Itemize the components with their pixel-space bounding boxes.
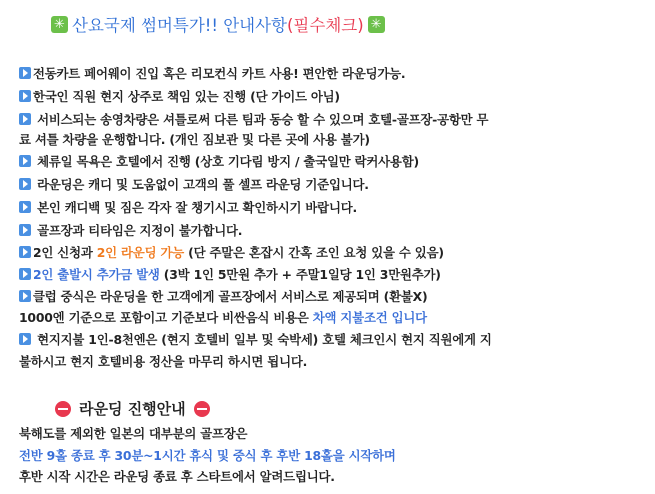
play-arrow-icon xyxy=(19,290,31,302)
list-item xyxy=(19,198,357,218)
info-text: 전반 9홀 종료 후 30분~1시간 휴식 및 중식 후 후반 18홀을 시작하며 xyxy=(19,448,396,463)
item-text: 체류일 목욕은 호텔에서 진행 (상호 기다림 방지 / 출국일만 락커사용함) xyxy=(33,154,419,169)
play-arrow-icon xyxy=(19,224,31,236)
list-item xyxy=(19,87,340,107)
list-item xyxy=(19,287,428,307)
list-item xyxy=(19,110,488,130)
list-item-continuation xyxy=(19,130,370,150)
item-text: 2인 신청과 xyxy=(33,245,97,260)
section-title: 라운딩 진행안내 xyxy=(79,400,186,418)
item-text: 전동카트 페어웨이 진입 혹은 리모컨식 카트 사용! 편안한 라운딩가능. xyxy=(33,66,406,81)
play-arrow-icon xyxy=(19,268,31,280)
no-entry-icon xyxy=(194,401,210,417)
notice-title xyxy=(47,12,389,36)
play-arrow-icon xyxy=(19,67,31,79)
item-text: 한국인 직원 현지 상주로 책임 있는 진행 (단 가이드 아님) xyxy=(33,89,340,104)
item-highlight: 차액 지불조건 입니다 xyxy=(312,310,427,325)
item-text: (단 주말은 혼잡시 간혹 조인 요청 있을 수 있음) xyxy=(184,245,444,260)
item-text: (3박 1인 5만원 추가 + 주말1일당 1인 3만원추가) xyxy=(159,267,441,282)
title-text: 산요국제 썸머특가!! 안내사항 xyxy=(72,16,287,35)
list-item xyxy=(19,152,419,172)
list-item xyxy=(19,175,369,195)
list-item xyxy=(19,64,405,84)
no-entry-icon xyxy=(55,401,71,417)
item-text: 료 셔틀 차량을 운행합니다. (개인 짐보관 및 다른 곳에 사용 불가) xyxy=(19,132,370,147)
list-item xyxy=(19,330,492,350)
play-arrow-icon xyxy=(19,90,31,102)
sparkle-icon: ✳ xyxy=(368,16,385,33)
play-arrow-icon xyxy=(19,201,31,213)
item-highlight: 2인 라운딩 가능 xyxy=(96,245,184,260)
play-arrow-icon xyxy=(19,246,31,258)
item-text: 서비스되는 송영차량은 셔틀로써 다른 팀과 동승 할 수 있으며 호텔-골프장-공항만 무 xyxy=(33,112,489,127)
info-line xyxy=(19,467,335,487)
item-text: 현지지불 1인-8천엔은 (현지 호텔비 일부 및 숙박세) 호텔 체크인시 현지 직원에게 지 xyxy=(33,332,492,347)
item-text: 골프장과 티타임은 지정이 불가합니다. xyxy=(33,223,243,238)
item-text: 라운딩은 캐디 및 도움없이 고객의 풀 셀프 라운딩 기준입니다. xyxy=(33,177,369,192)
item-text: 1000엔 기준으로 포함이고 기준보다 비싼음식 비용은 xyxy=(19,310,313,325)
item-text: 클럽 중식은 라운딩을 한 고객에게 골프장에서 서비스로 제공되며 (환불X) xyxy=(33,289,428,304)
section-heading xyxy=(47,398,218,419)
item-highlight: 2인 출발시 추가금 발생 xyxy=(33,267,160,282)
play-arrow-icon xyxy=(19,113,31,125)
play-arrow-icon xyxy=(19,155,31,167)
info-text: 후반 시작 시간은 라운딩 종료 후 스타트에서 알려드립니다. xyxy=(19,469,335,484)
list-item xyxy=(19,243,444,263)
list-item-continuation xyxy=(19,352,307,372)
title-highlight: (필수체크) xyxy=(287,16,364,35)
info-line xyxy=(19,446,396,466)
list-item xyxy=(19,265,441,285)
info-line xyxy=(19,424,247,444)
list-item-continuation xyxy=(19,308,427,328)
sparkle-icon: ✳ xyxy=(51,16,68,33)
play-arrow-icon xyxy=(19,178,31,190)
item-text: 불하시고 현지 호텔비용 정산을 마무리 하시면 됩니다. xyxy=(19,354,308,369)
list-item xyxy=(19,221,242,241)
play-arrow-icon xyxy=(19,333,31,345)
item-text: 본인 캐디백 및 짐은 각자 잘 챙기시고 확인하시기 바랍니다. xyxy=(33,200,357,215)
info-text: 북해도를 제외한 일본의 대부분의 골프장은 xyxy=(19,426,248,441)
